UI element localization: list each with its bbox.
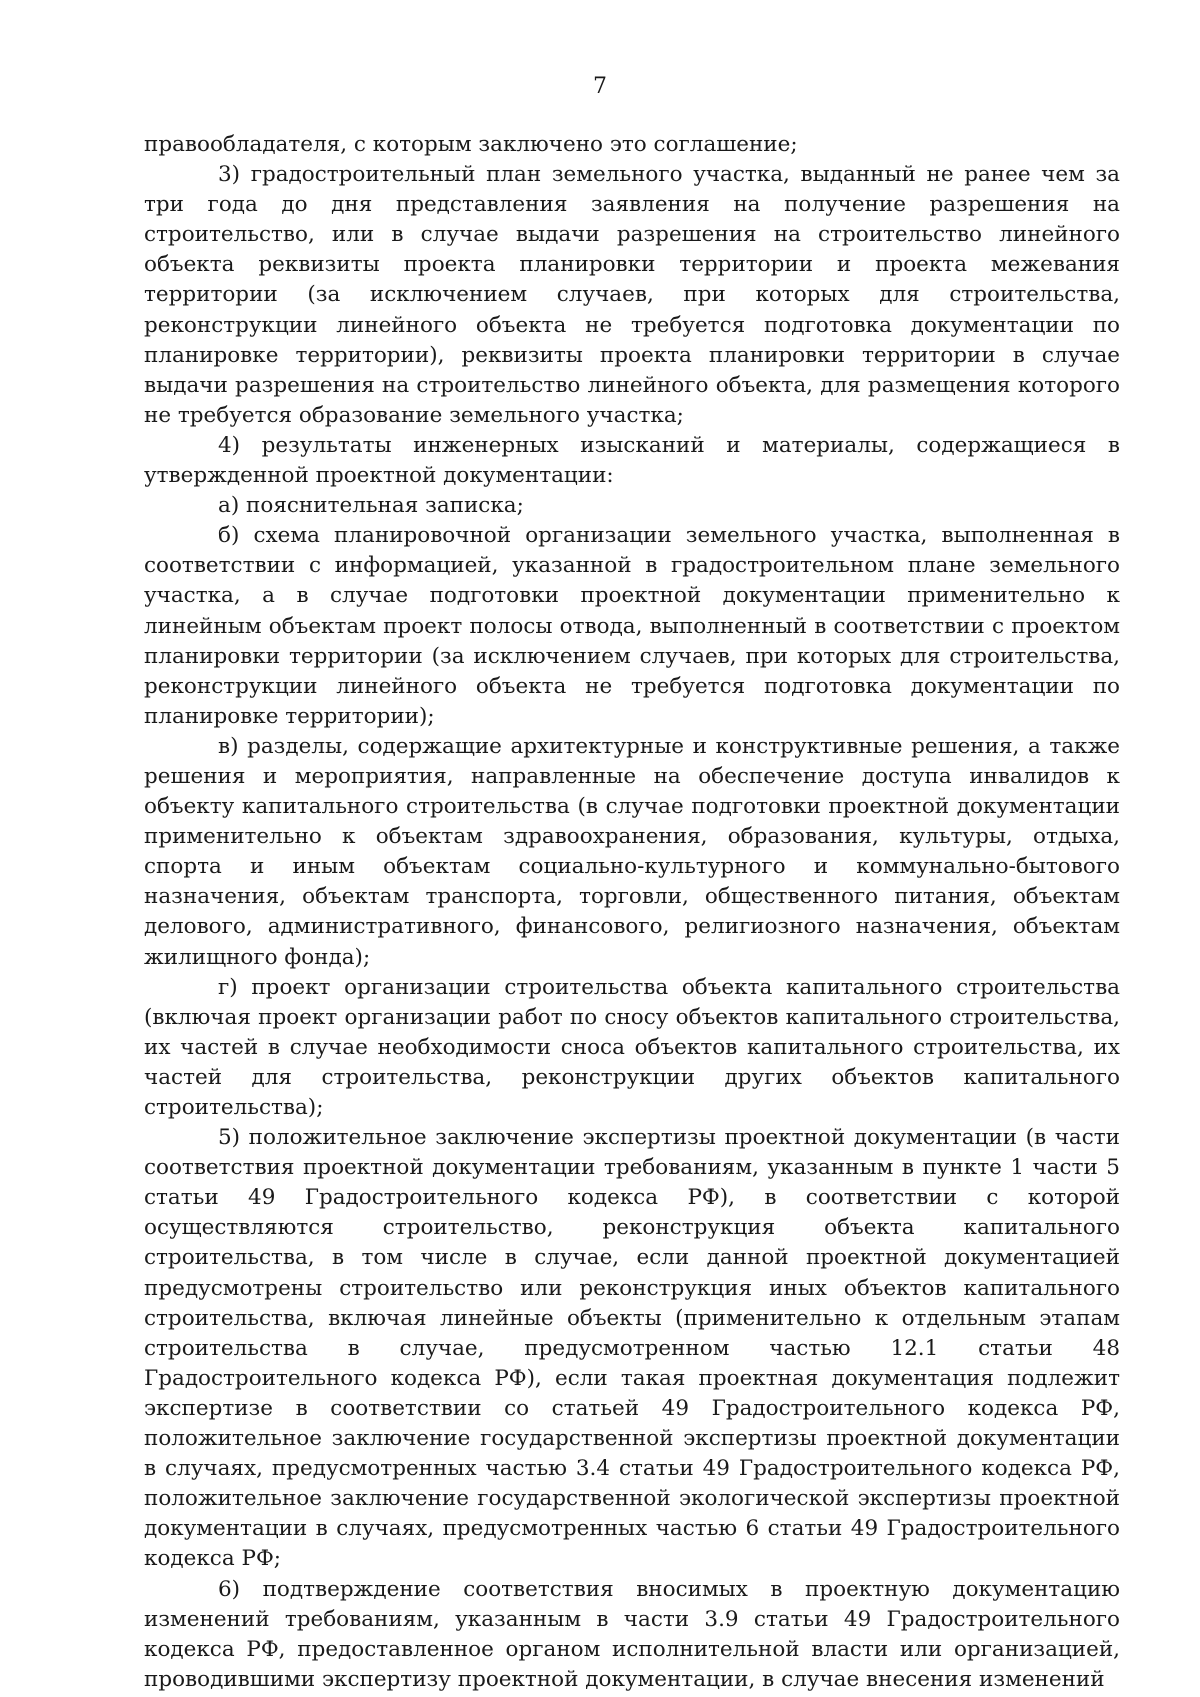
paragraph-item-4v-architectural-sections: в) разделы, содержащие архитектурные и конструктивные решения, а также решения и мероприятия, направленные на обеспечение доступа инвалидов к объекту капитального строительства (в случае подготовки проектной документации применительно к объектам здравоохранения, образования, культуры, отдыха, спорта и иным объектам социально-культурного и коммунально-бытового назначения, объектам транспорта, торговли, общественного питания, объектам делового, административного, финансового, религиозного назначения, объектам жилищного фонда); [144,733,1120,970]
paragraph-item-4b-site-scheme: б) схема планировочной организации земельного участка, выполненная в соответствии с информацией, указанной в градостроительном плане земельного участка, а в случае подготовки проектной документации применительно к линейным объектам проект полосы отвода, выполненный в соответствии с проектом планировки территории (за исключением случаев, при которых для строительства, реконструкции линейного объекта не требуется подготовка документации по планировке территории); [144,523,1120,729]
paragraph-item-4-survey-results: 4) результаты инженерных изысканий и материалы, содержащиеся в утвержденной проектной документации: [144,432,1120,489]
paragraph-item-3-gradplan: 3) градостроительный план земельного участка, выданный не ранее чем за три года до дня представления заявления на получение разрешения на строительство, или в случае выдачи разрешения на строительство линейного объекта реквизиты проекта планировки территории и проекта межевания территории (за исключением случаев, при которых для строительства, реконструкции линейного объекта не требуется подготовка документации по планировке территории), реквизиты проекта планировки территории в случае выдачи разрешения на строительство линейного объекта, для размещения которого не требуется образование земельного участка; [144,162,1120,428]
paragraph-item-4g-construction-project: г) проект организации строительства объекта капитального строительства (включая проект организации работ по сносу объектов капитального строительства, их частей в случае необходимости сноса объектов капитального строительства, их частей для строительства, реконструкции других объектов капитального строительства); [144,974,1120,1120]
page-number: 7 [593,74,607,99]
paragraph-item-6-changes-confirmation: 6) подтверждение соответствия вносимых в проектную документацию изменений требованиям, указанным в части 3.9 статьи 49 Градостроительного кодекса РФ, предоставленное органом исполнительной власти или организацией, проводившими экспертизу проектной документации, в случае внесения изменений [144,1576,1120,1692]
document-body [144,130,1120,1695]
paragraph-continuation: правообладателя, с которым заключено это соглашение; [144,132,798,157]
paragraph-item-5-expertise-conclusion: 5) положительное заключение экспертизы проектной документации (в части соответствия проектной документации требованиям, указанным в пункте 1 части 5 статьи 49 Градостроительного кодекса РФ), в соответствии с которой осуществляются строительство, реконструкция объекта капитального строительства, в том числе в случае, если данной проектной документацией предусмотрены строительство или реконструкция иных объектов капитального строительства, включая линейные объекты (применительно к отдельным этапам строительства в случае, предусмотренном частью 12.1 статьи 48 Градостроительного кодекса РФ), если такая проектная документация подлежит экспертизе в соответствии со статьей 49 Градостроительного кодекса РФ, положительное заключение государственной экспертизы проектной документации в случаях, предусмотренных частью 3.4 статьи 49 Градостроительного кодекса РФ, положительное заключение государственной экологической экспертизы проектной документации в случаях, предусмотренных частью 6 статьи 49 Градостроительного кодекса РФ; [144,1125,1120,1572]
paragraph-item-4a-explanatory-note: а) пояснительная записка; [218,493,524,519]
